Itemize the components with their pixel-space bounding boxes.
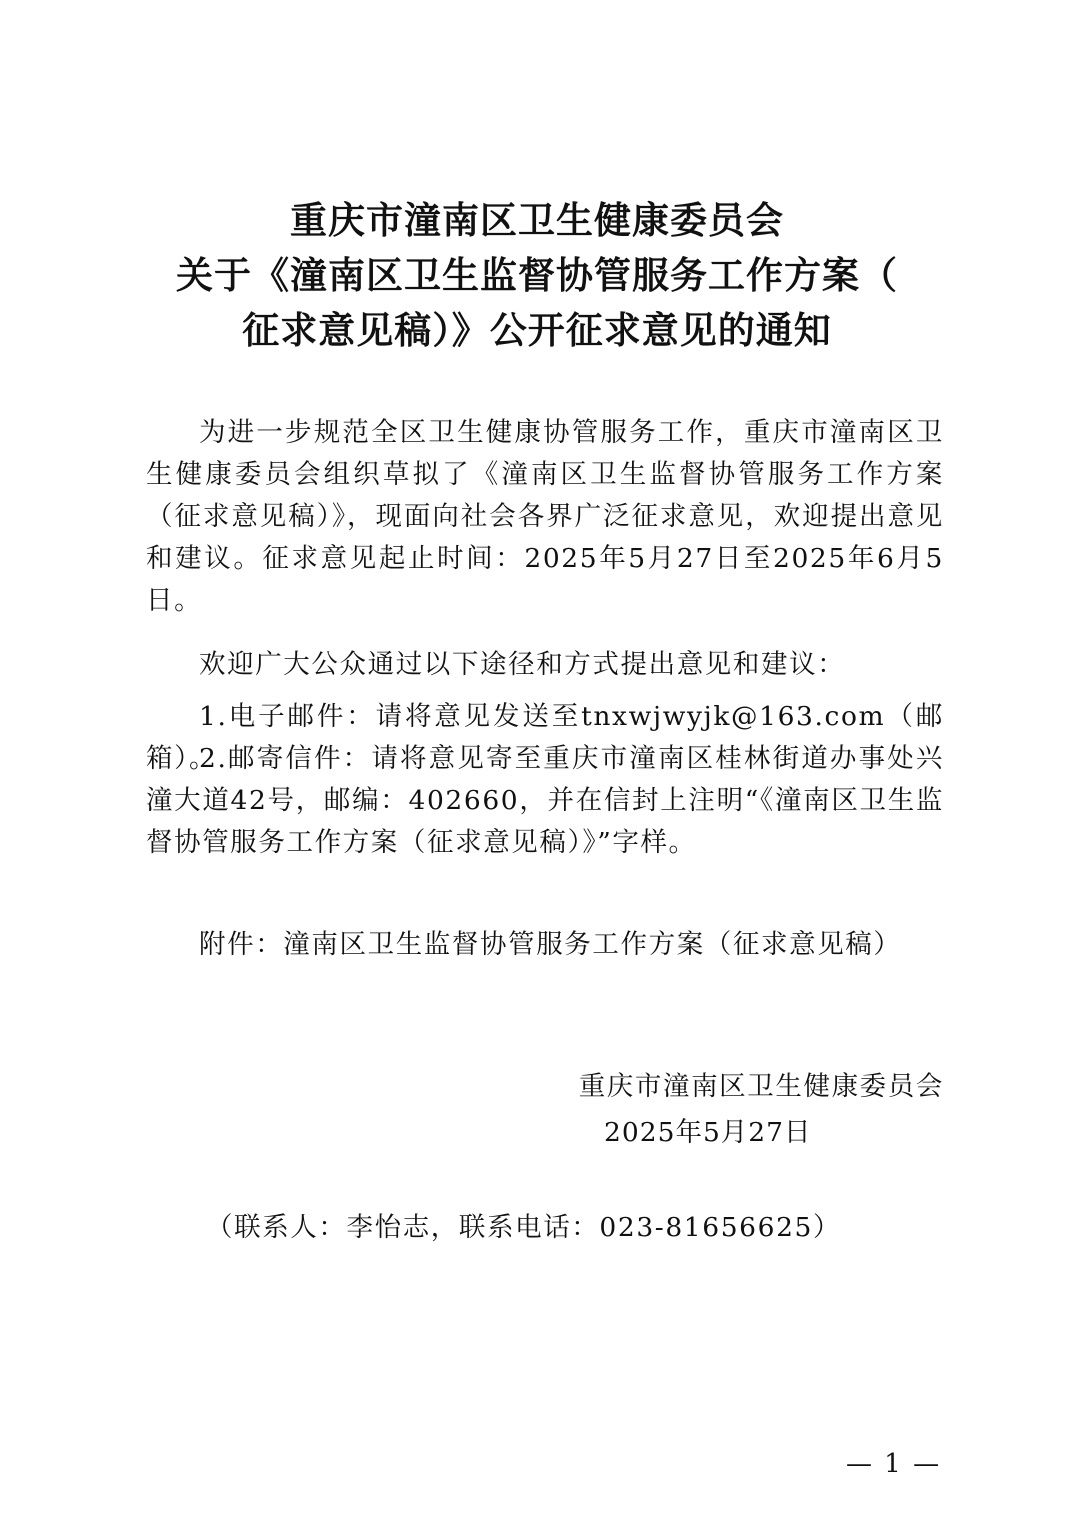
contact-line: （联系人：李怡志，联系电话：023-81656625） xyxy=(206,1212,842,1243)
email-channel-paragraph: 1.电子邮件：请将意见发送至tnxwjwyjk@163.com（邮箱）。 xyxy=(146,701,944,774)
document-title-line-3: 征求意见稿）》公开征求意见的通知 xyxy=(242,308,832,352)
signature-date: 2025年5月27日 xyxy=(604,1117,812,1148)
channels-intro-paragraph: 欢迎广大公众通过以下途径和方式提出意见和建议： xyxy=(199,649,846,680)
mail-channel-paragraph: 2.邮寄信件：请将意见寄至重庆市潼南区桂林街道办事处兴潼大道42号，邮编：402660，并在信封上注明“《潼南区卫生监督协管服务工作方案（征求意见稿）》”字样。 xyxy=(146,743,944,858)
document-title-line-2: 关于《潼南区卫生监督协管服务工作方案（ xyxy=(176,253,898,297)
signature-organization: 重庆市潼南区卫生健康委员会 xyxy=(578,1071,944,1102)
page-number: — 1 — xyxy=(846,1449,942,1479)
intro-paragraph: 为进一步规范全区卫生健康协管服务工作，重庆市潼南区卫生健康委员会组织草拟了《潼南区卫生监督协管服务工作方案（征求意见稿）》，现面向社会各界广泛征求意见，欢迎提出意见和建议。征求意见起止时间：2025年5月27日至2025年6月5日。 xyxy=(146,417,944,616)
attachment-line: 附件：潼南区卫生监督协管服务工作方案（征求意见稿） xyxy=(199,929,902,960)
document-title-line-1: 重庆市潼南区卫生健康委员会 xyxy=(290,198,784,242)
